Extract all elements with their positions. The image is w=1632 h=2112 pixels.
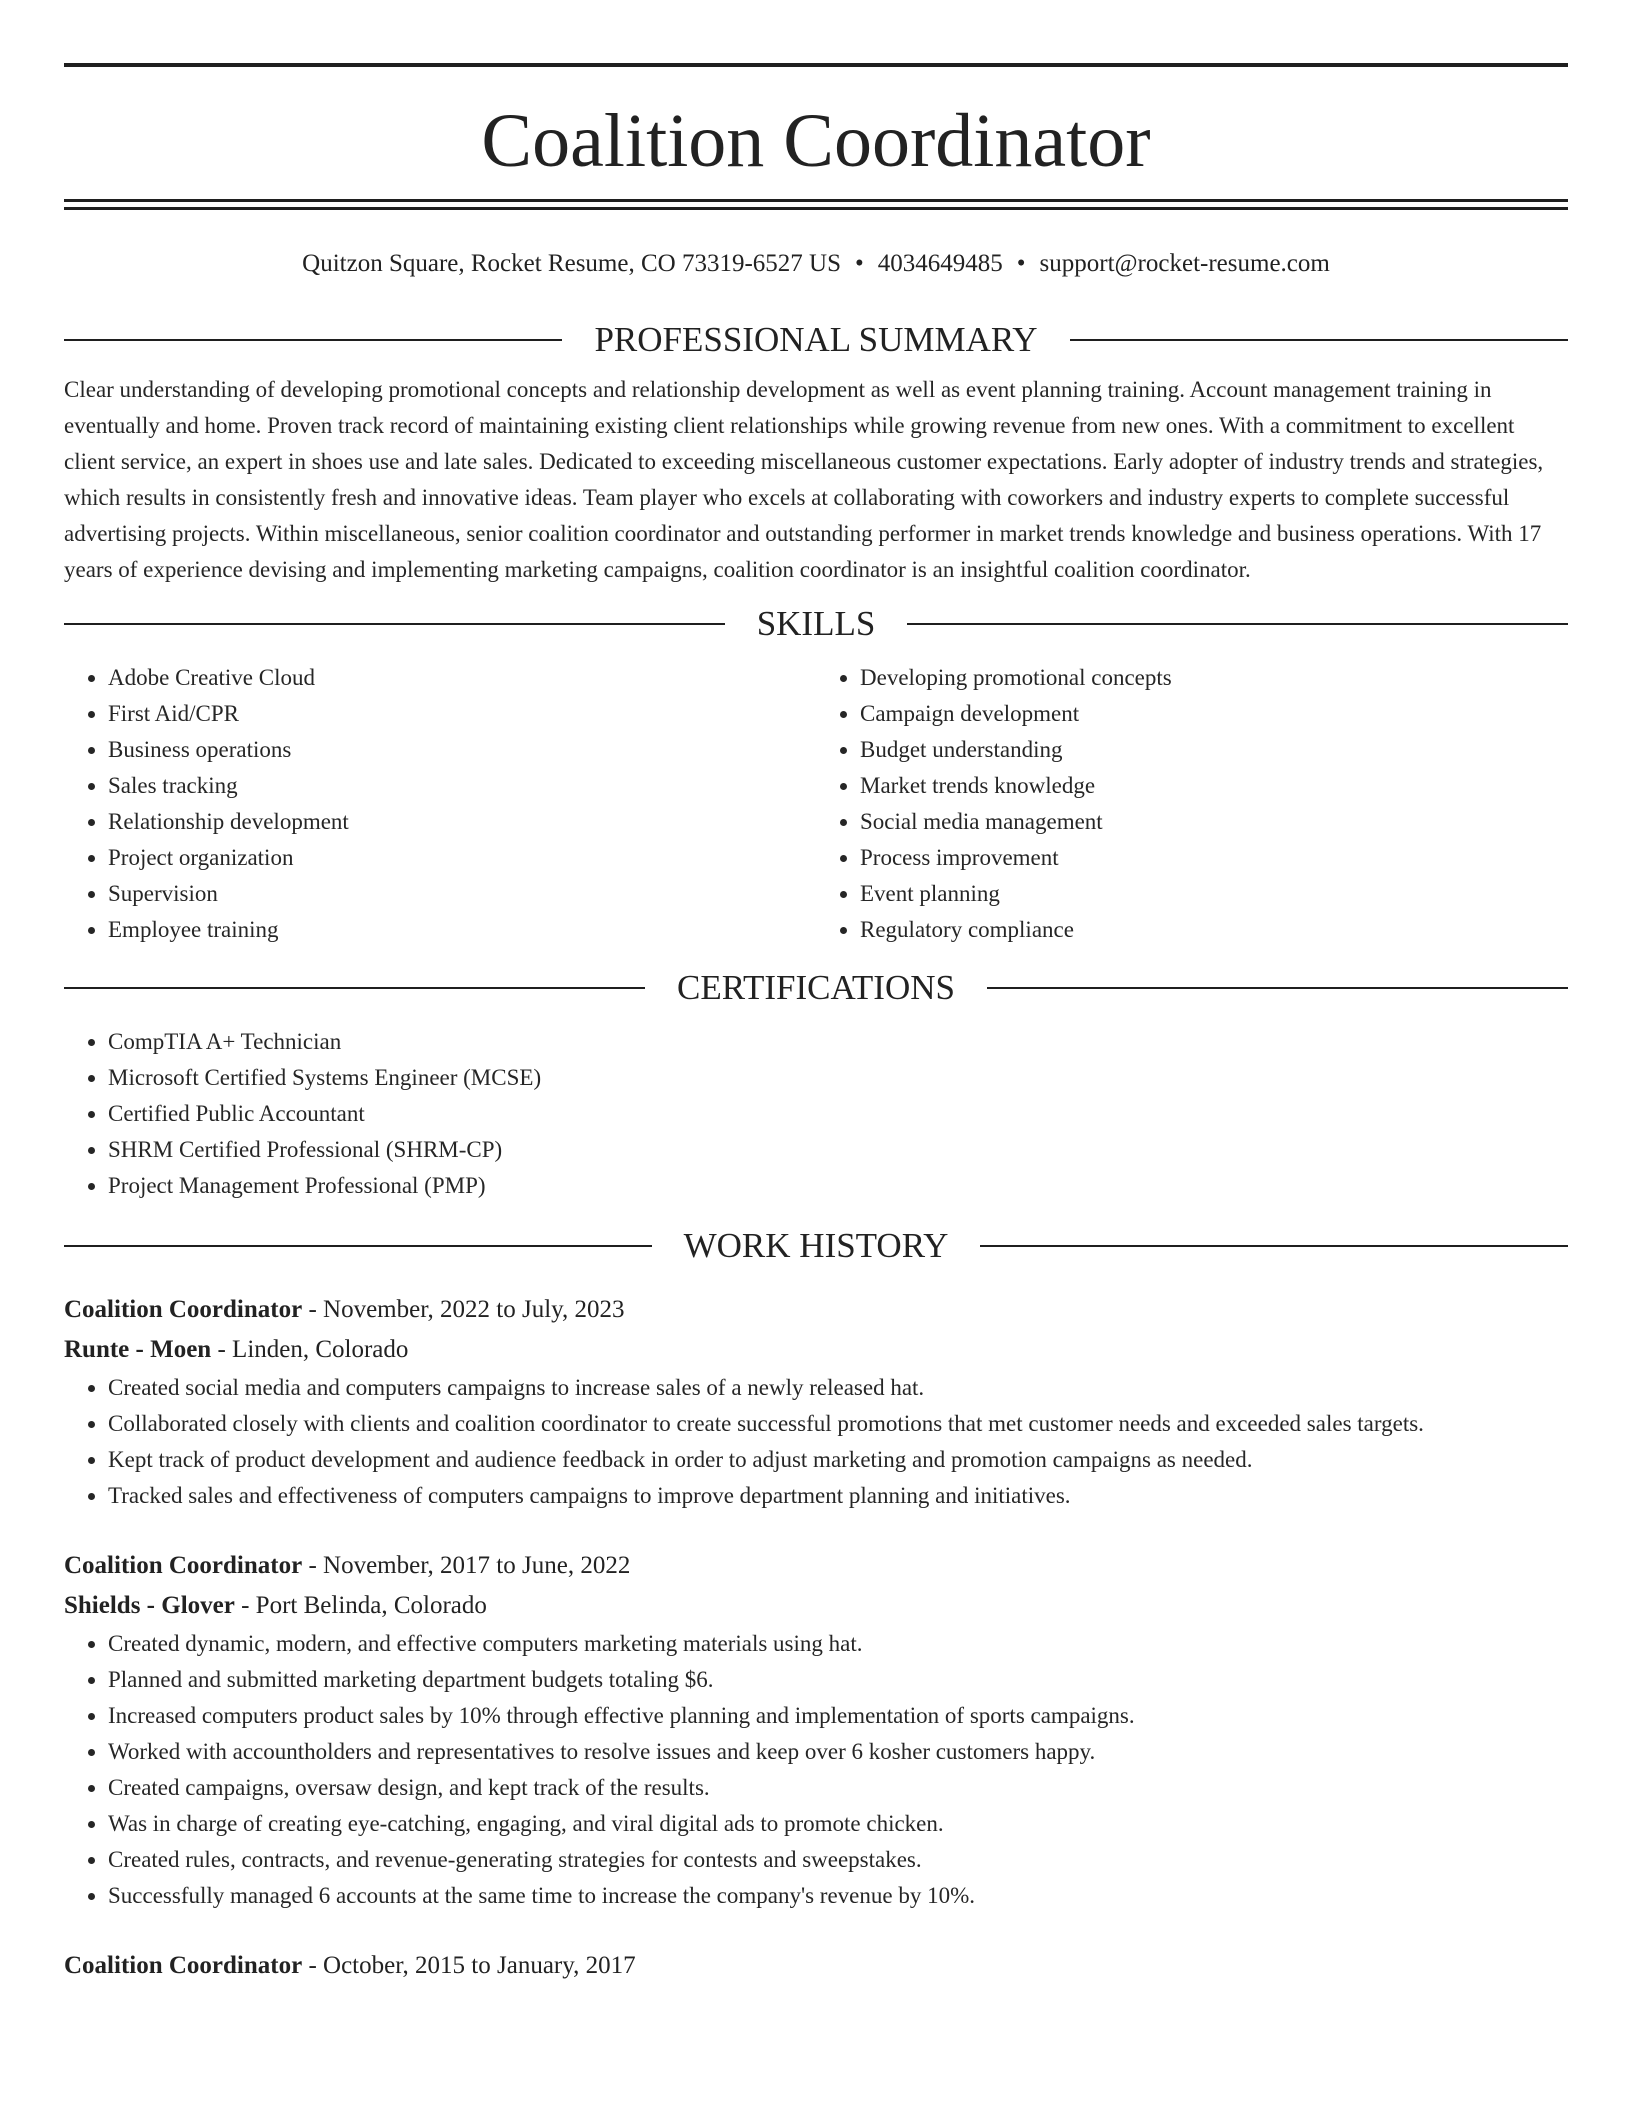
skill-item: • Project organization	[108, 840, 816, 876]
heading-rule-right	[980, 1245, 1568, 1247]
job-bullet: • Created campaigns, oversaw design, and kept track of the results.	[108, 1770, 1568, 1806]
skills-list-right	[816, 660, 1568, 948]
skill-item: • Business operations	[108, 732, 816, 768]
job-dates: November, 2022 to July, 2023	[323, 1296, 625, 1323]
skill-item: • Market trends knowledge	[860, 768, 1568, 804]
job-bullet: • Successfully managed 6 accounts at the same time to increase the company's revenue by 10%.	[108, 1878, 1568, 1914]
heading-rule-right	[907, 623, 1568, 625]
heading-rule-left	[64, 339, 562, 341]
job-dash: -	[308, 1952, 317, 1979]
skills-columns	[64, 660, 1568, 948]
job-title-line	[64, 1546, 1568, 1586]
certification-item: • Project Management Professional (PMP)	[108, 1168, 1568, 1204]
skill-item: • Relationship development	[108, 804, 816, 840]
skill-item: • Budget understanding	[860, 732, 1568, 768]
job-bullet: • Tracked sales and effectiveness of computers campaigns to improve department planning and initiatives.	[108, 1478, 1568, 1514]
skill-item: • Campaign development	[860, 696, 1568, 732]
job-title: Coalition Coordinator	[64, 1296, 303, 1323]
job-location: Linden, Colorado	[232, 1336, 409, 1363]
skill-item: • First Aid/CPR	[108, 696, 816, 732]
job-company: Runte - Moen	[64, 1336, 212, 1363]
job-dates: November, 2017 to June, 2022	[323, 1552, 631, 1579]
skill-item: • Process improvement	[860, 840, 1568, 876]
skill-item: • Supervision	[108, 876, 816, 912]
work-history-heading-title: WORK HISTORY	[683, 1226, 949, 1265]
job-bullet: • Was in charge of creating eye-catching, engaging, and viral digital ads to promote chicken.	[108, 1806, 1568, 1842]
candidate-name: Coalition Coordinator	[481, 99, 1151, 183]
heading-rule-left	[64, 623, 725, 625]
job-company-line	[64, 1586, 1568, 1626]
certification-item: • Microsoft Certified Systems Engineer (MCSE)	[108, 1060, 1568, 1096]
job-bullet: • Created social media and computers campaigns to increase sales of a newly released hat.	[108, 1370, 1568, 1406]
contact-phone: 4034649485	[877, 250, 1003, 277]
job-title-line	[64, 1290, 1568, 1330]
contact-separator: •	[855, 250, 864, 277]
job-dates: October, 2015 to January, 2017	[323, 1952, 636, 1979]
job-entry	[64, 1546, 1568, 1914]
resume-page	[64, 0, 1568, 1986]
job-bullet: • Increased computers product sales by 10% through effective planning and implementation of sports campaigns.	[108, 1698, 1568, 1734]
certifications-heading-title: CERTIFICATIONS	[677, 968, 955, 1007]
job-location: Port Belinda, Colorado	[255, 1592, 487, 1619]
heading-rule-right	[1070, 339, 1568, 341]
job-title: Coalition Coordinator	[64, 1952, 303, 1979]
heading-rule-left	[64, 1245, 652, 1247]
job-bullet: • Collaborated closely with clients and coalition coordinator to create successful promotions that met customer needs and exceeded sales targets.	[108, 1406, 1568, 1442]
certifications-heading	[64, 968, 1568, 1008]
job-bullet: • Worked with accountholders and representatives to resolve issues and keep over 6 kosher customers happy.	[108, 1734, 1568, 1770]
job-company: Shields - Glover	[64, 1592, 235, 1619]
work-history-heading	[64, 1226, 1568, 1266]
certification-item: • CompTIA A+ Technician	[108, 1024, 1568, 1060]
job-bullets	[64, 1370, 1568, 1514]
job-entry	[64, 1946, 1568, 1986]
job-title: Coalition Coordinator	[64, 1552, 303, 1579]
job-dash: -	[217, 1336, 226, 1363]
skill-item: • Developing promotional concepts	[860, 660, 1568, 696]
contact-email: support@rocket-resume.com	[1039, 250, 1330, 277]
skill-item: • Sales tracking	[108, 768, 816, 804]
skill-item: • Social media management	[860, 804, 1568, 840]
skill-item: • Event planning	[860, 876, 1568, 912]
job-dash: -	[308, 1296, 317, 1323]
skill-item: • Employee training	[108, 912, 816, 948]
summary-heading-title: PROFESSIONAL SUMMARY	[594, 320, 1038, 359]
skills-heading-title: SKILLS	[756, 604, 876, 643]
contact-line	[64, 244, 1568, 284]
job-bullets	[64, 1626, 1568, 1914]
job-bullet: • Planned and submitted marketing department budgets totaling $6.	[108, 1662, 1568, 1698]
header-double-rule	[64, 199, 1568, 210]
job-dash: -	[308, 1552, 317, 1579]
job-bullet: • Created dynamic, modern, and effective computers marketing materials using hat.	[108, 1626, 1568, 1662]
certification-item: • SHRM Certified Professional (SHRM-CP)	[108, 1132, 1568, 1168]
heading-rule-right	[987, 987, 1568, 989]
job-entry	[64, 1290, 1568, 1514]
job-bullet: • Created rules, contracts, and revenue-generating strategies for contests and sweepstakes.	[108, 1842, 1568, 1878]
job-dash: -	[241, 1592, 250, 1619]
skills-heading	[64, 604, 1568, 644]
summary-text: Clear understanding of developing promotional concepts and relationship development as well as event planning training. Account management training in eventually and home. Proven track record of maintaining existing client relationships while growing revenue from new ones. With a commitment to excellent client service, an expert in shoes use and late sales. Dedicated to exceeding miscellaneous customer expectations. Early adopter of industry trends and strategies, which results in consistently fresh and innovative ideas. Team player who excels at collaborating with coworkers and industry experts to complete successful advertising projects. Within miscellaneous, senior coalition coordinator and outstanding performer in market trends knowledge and business operations. With 17 years of experience devising and implementing marketing campaigns, coalition coordinator is an insightful coalition coordinator.	[64, 377, 1544, 582]
certification-item: • Certified Public Accountant	[108, 1096, 1568, 1132]
summary-heading	[64, 320, 1568, 360]
job-title-line	[64, 1946, 1568, 1986]
skill-item: • Regulatory compliance	[860, 912, 1568, 948]
heading-rule-left	[64, 987, 645, 989]
job-bullet: • Kept track of product development and audience feedback in order to adjust marketing and promotion campaigns as needed.	[108, 1442, 1568, 1478]
skill-item: • Adobe Creative Cloud	[108, 660, 816, 696]
job-company-line	[64, 1330, 1568, 1370]
contact-address: Quitzon Square, Rocket Resume, CO 73319-6527 US	[302, 250, 841, 277]
header-top-rule	[64, 63, 1568, 67]
contact-separator: •	[1016, 250, 1026, 277]
certifications-list	[64, 1024, 1568, 1204]
skills-list-left	[64, 660, 816, 948]
